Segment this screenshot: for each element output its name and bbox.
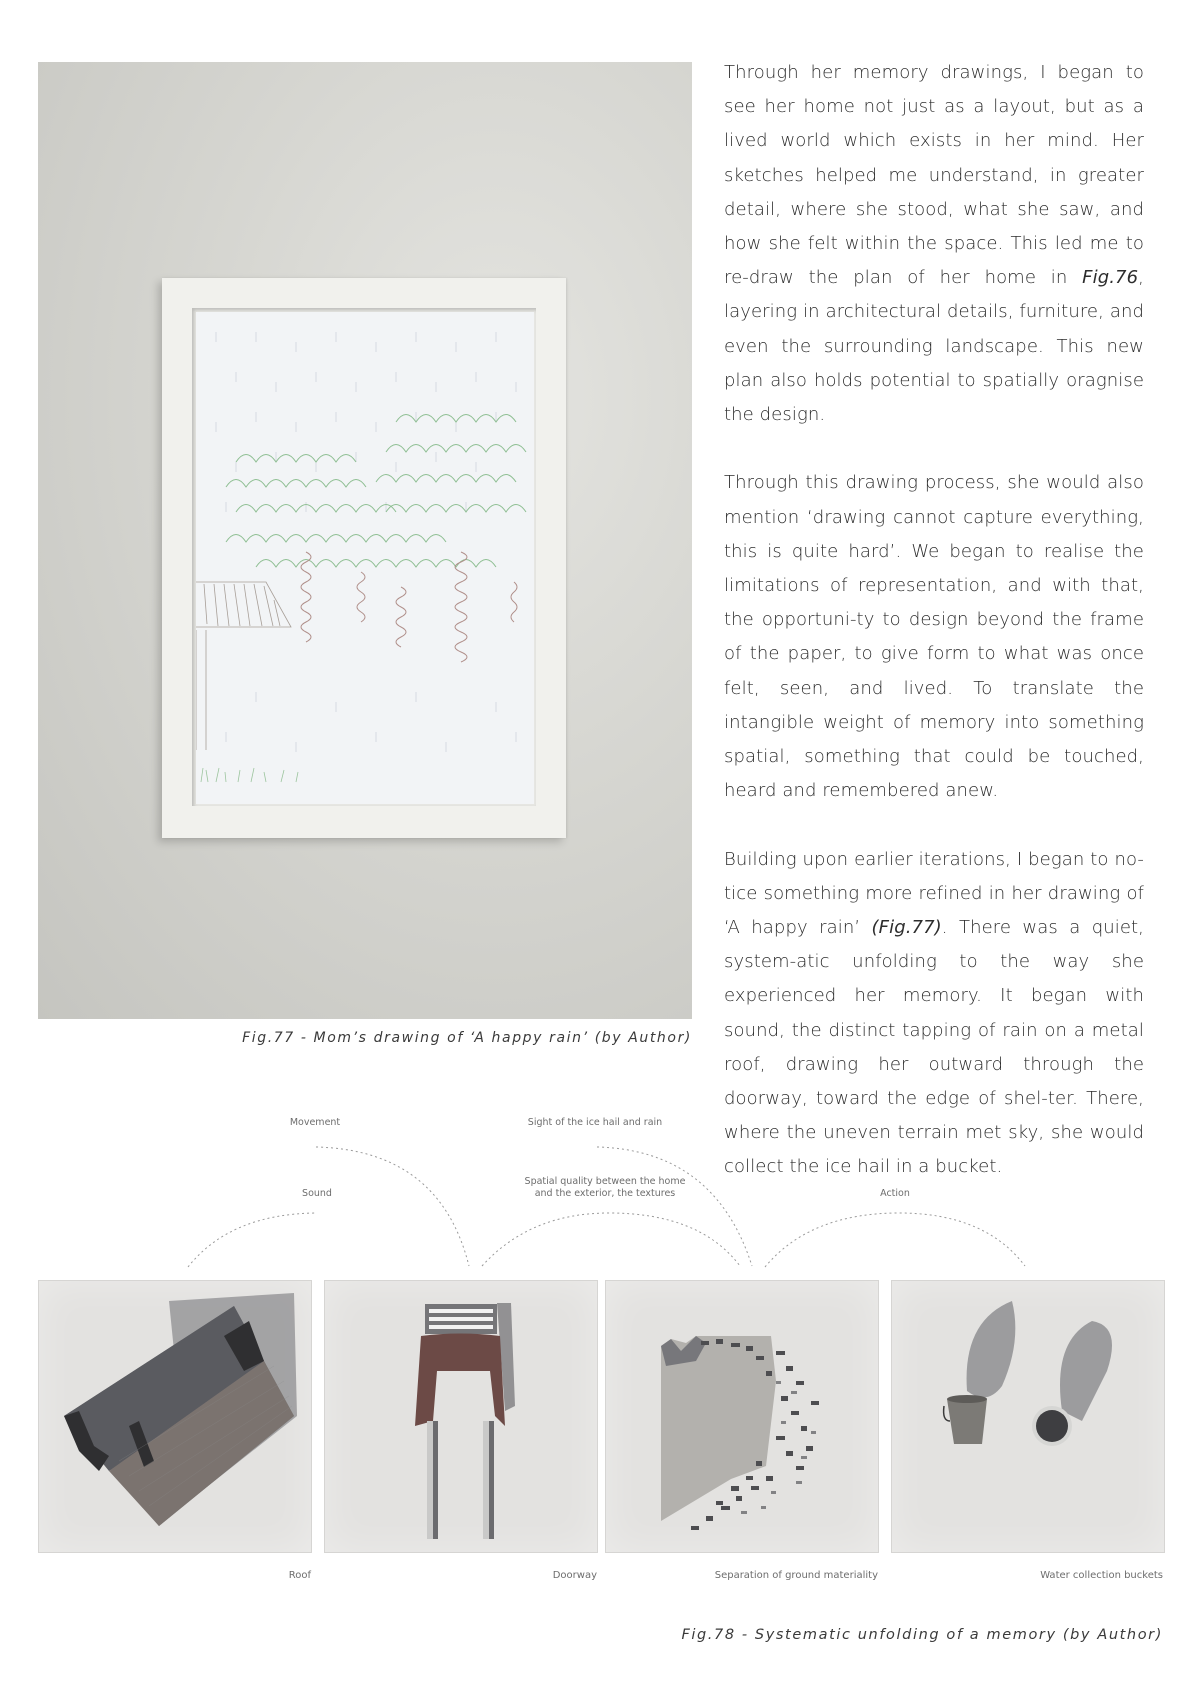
shed-roof (196, 582, 291, 750)
panel-roof (39, 1281, 311, 1552)
text-segment: , layering in architectural details, furniture, and even the surrounding landscape. This new plan also holds potential to spatially oragnise the design. (724, 267, 1144, 426)
tree-trunks (301, 552, 517, 662)
panel-label-ground: Separation of ground materiality (714, 1570, 878, 1581)
fig77-reference: (Fig.77) (871, 917, 942, 939)
arc-spatial (482, 1213, 740, 1266)
panel-ground (606, 1281, 878, 1552)
text-segment: Through her memory drawings, I began to see her home not just as a layout, but as a lived world which exists in her mind. Her sketches helped me understand, in greater detail, where she stood, what she saw, and how she felt within the space. This led me to re-draw the plan of her home in (724, 62, 1144, 289)
buckets-model (892, 1281, 1164, 1552)
arc-sound (188, 1213, 316, 1267)
text-segment: Through this drawing process, she would also mention ‘drawing cannot capture everything, this is quite hard’. We began to realise the limitations of representation, and with that, the opportuni-ty to design beyond the frame of the paper, to give form to what was once felt, seen, and lived. To translate the intangible weight of memory into something spatial, something that could be touched, heard and remembered anew. (724, 472, 1144, 802)
label-sound: Sound (302, 1188, 332, 1199)
panel-label-buckets: Water collection buckets (1040, 1570, 1163, 1581)
fig77-caption: Fig.77 - Mom’s drawing of ‘A happy rain’ (by Author) (242, 1030, 692, 1046)
text-segment: Building upon earlier iterations, I began to no-tice something more refined in her drawing of ‘A happy rain’ (724, 848, 1144, 939)
ground-materiality-model (606, 1281, 878, 1552)
fig76-reference: Fig.76 (1082, 267, 1139, 289)
drawing-sketch (196, 312, 534, 804)
label-spatial-line1: Spatial quality between the home (524, 1176, 686, 1187)
fig78-caption: Fig.78 - Systematic unfolding of a memory (by Author) (681, 1627, 1163, 1643)
doorway-model (325, 1281, 597, 1552)
paragraph-1 (724, 56, 1144, 432)
paragraph-2 (724, 466, 1144, 808)
label-sight: Sight of the ice hail and rain (527, 1117, 663, 1128)
tree-canopy (226, 415, 526, 568)
label-action: Action (880, 1188, 910, 1199)
panel-label-doorway: Doorway (552, 1570, 597, 1581)
label-spatial-line2: and the exterior, the textures (534, 1188, 676, 1199)
label-movement: Movement (289, 1117, 341, 1128)
roof-model (39, 1281, 311, 1552)
arc-action (765, 1213, 1025, 1267)
panel-label-roof: Roof (288, 1570, 311, 1581)
panel-doorway (325, 1281, 597, 1552)
grass (201, 768, 298, 782)
rain-drawing (196, 312, 534, 804)
text-segment: . There was a quiet, system-atic unfolding to the way she experienced her memory. It began with sound, the distinct tapping of rain on a metal roof, drawing her outward through the doorway, toward the edge of shel-ter. There, where the uneven terrain met sky, she would collect the ice hail in a bucket. (724, 917, 1144, 1178)
arc-sight (597, 1147, 752, 1266)
arc-movement (316, 1147, 469, 1266)
panel-buckets (892, 1281, 1164, 1552)
label-spatial (525, 1176, 686, 1200)
body-text (724, 56, 1144, 1219)
